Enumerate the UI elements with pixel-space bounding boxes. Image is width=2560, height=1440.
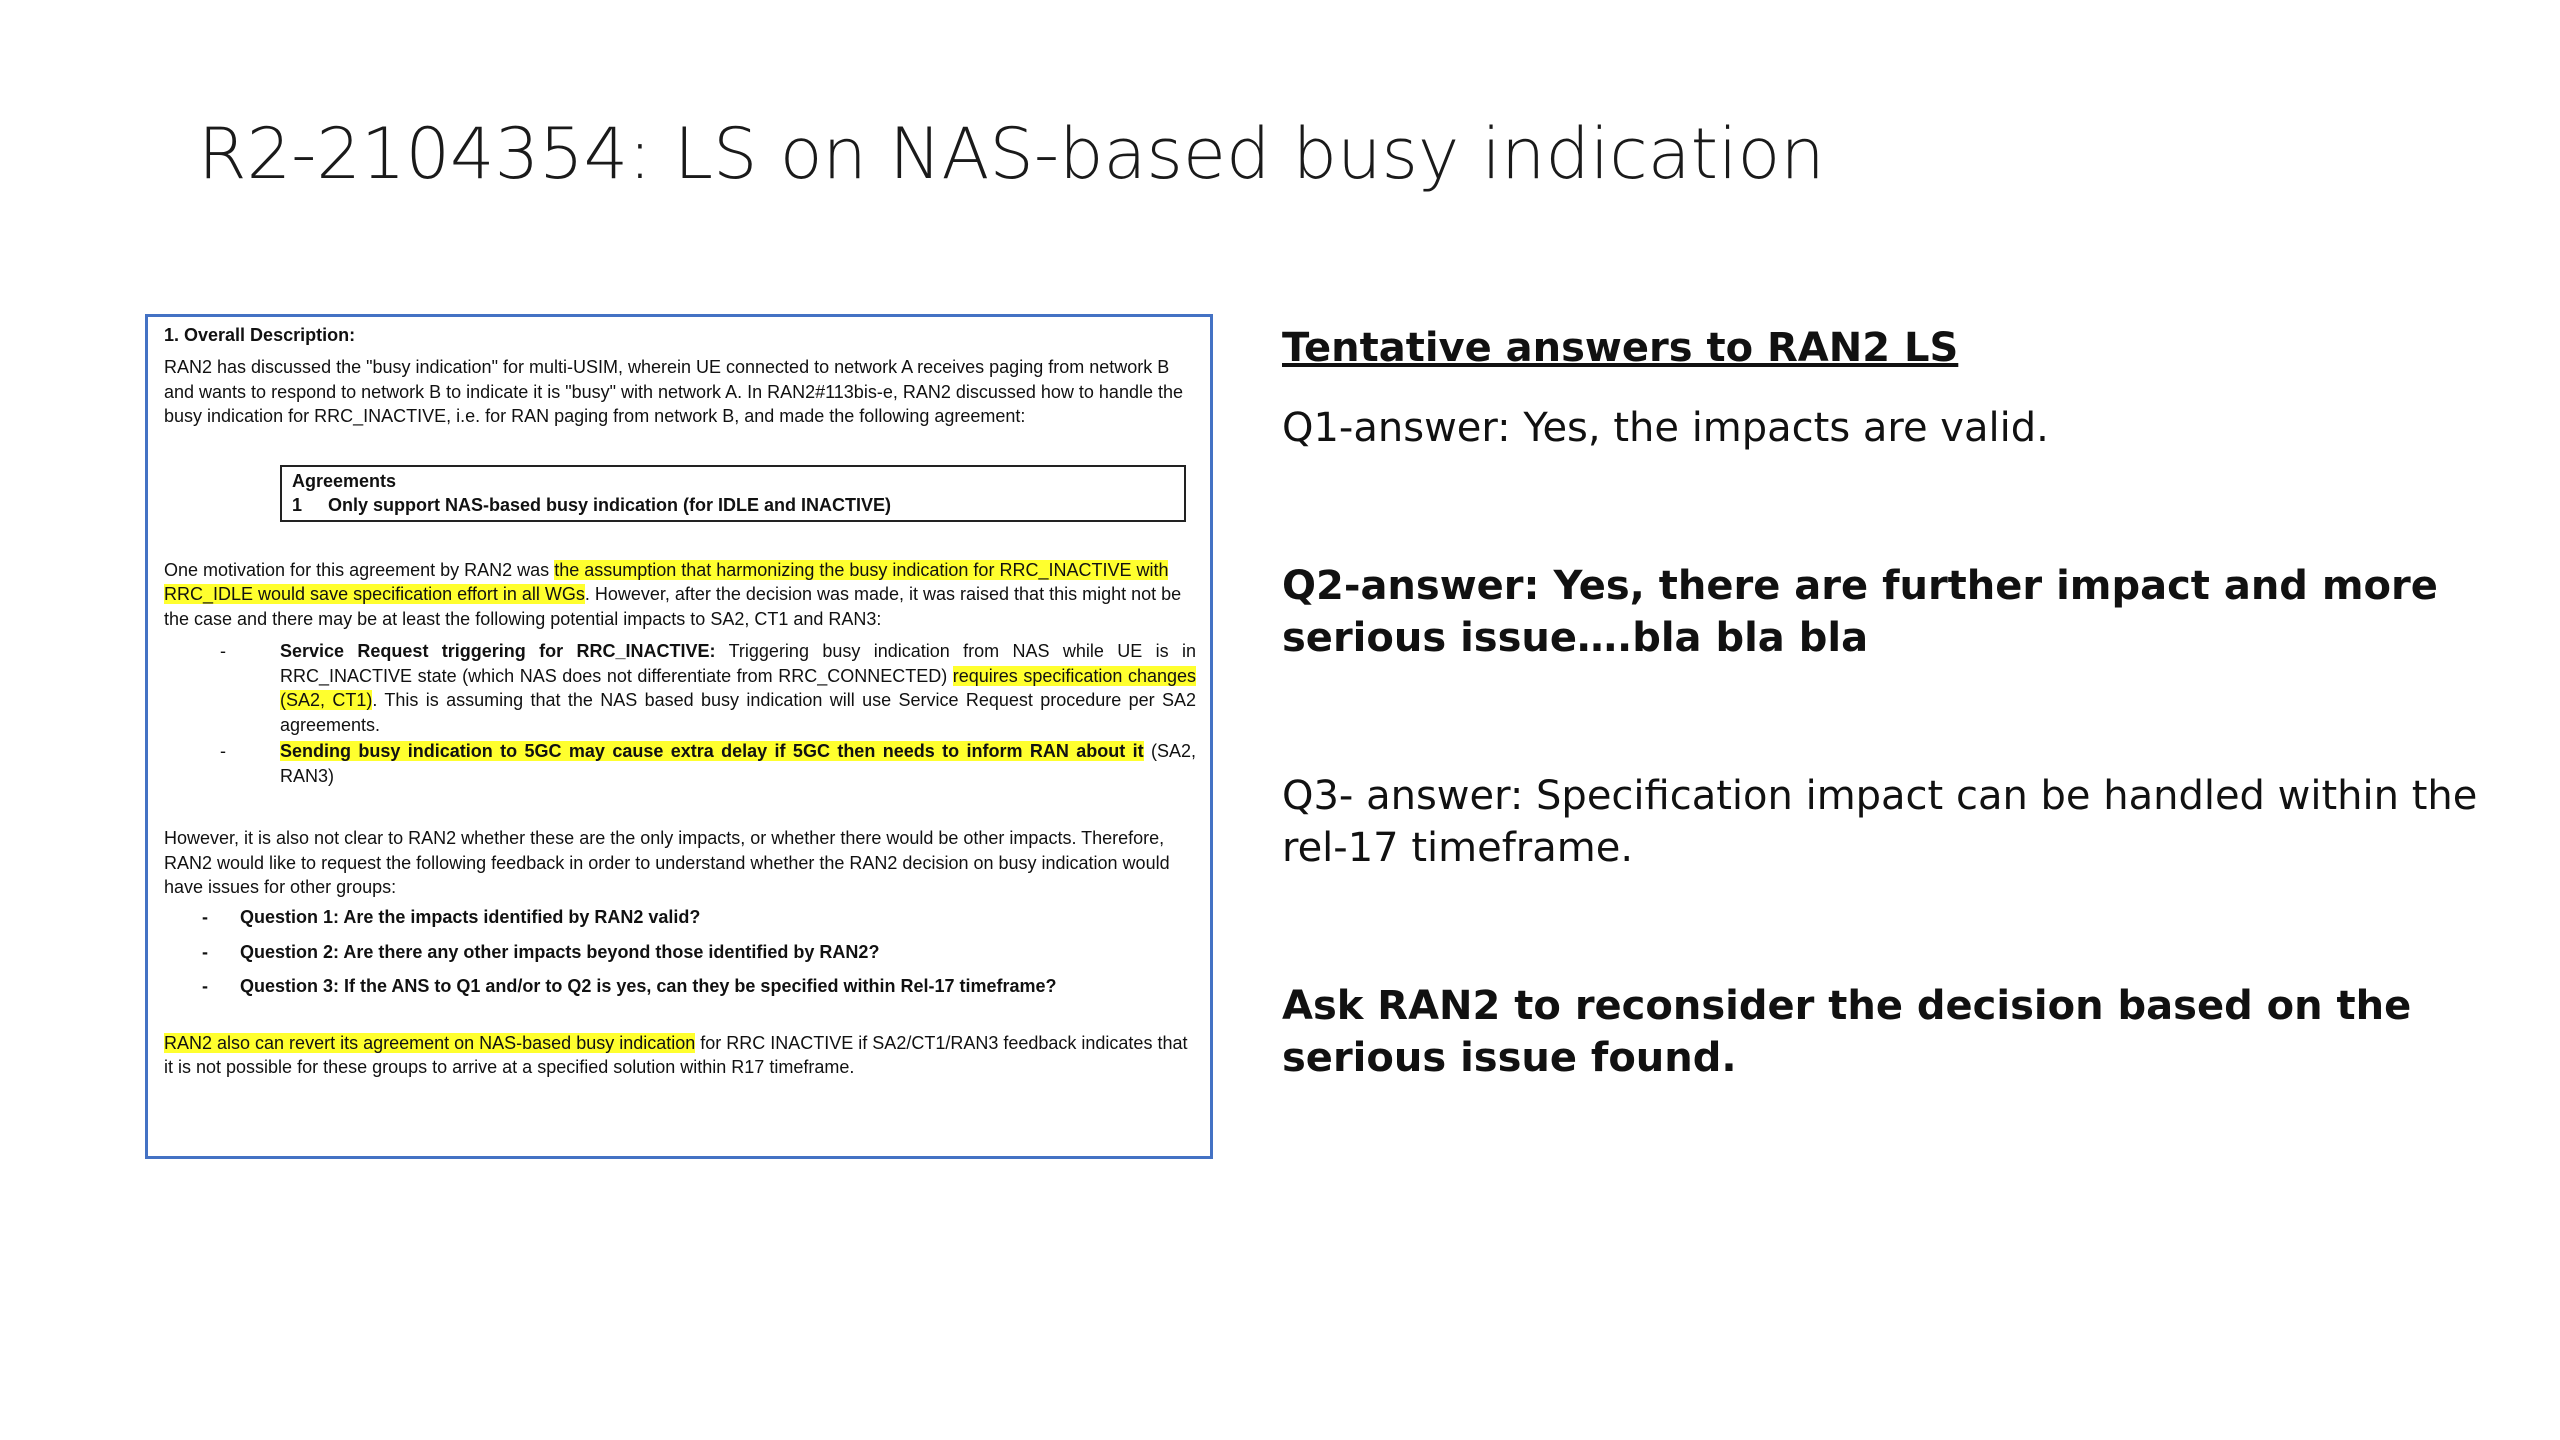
agreement-text: Only support NAS-based busy indication (for IDLE and INACTIVE) [328,495,892,516]
question-item [202,974,1196,998]
impact-highlight: requires specification changes (SA2, CT1) [280,665,1197,711]
feedback-paragraph: However, it is also not clear to RAN2 whether these are the only impacts, or whether there would be other impacts. Therefore, RAN2 would like to request the following feedback in order to understand whether the RAN2 decision on busy indication would have issues for other groups: [164,828,1170,897]
question-item [202,940,1196,964]
motivation-paragraph [164,558,1196,631]
bullet-dash: - [202,941,208,962]
impact-highlight: Sending busy indication to 5GC may cause extra delay if 5GC then needs to inform RAN about it [280,741,1144,762]
ask-ran2-statement: Ask RAN2 to reconsider the decision based on the serious issue found. [1282,983,2412,1081]
slide-title: R2-2104354: LS on NAS-based busy indication [198,113,1825,195]
motivation-text-after: . However, after the decision was made, it was raised that this might not be the case and there may be at least the following potential impacts to SA2, CT1 and RAN3: [164,584,1182,629]
q3-answer: Q3- answer: Specification impact can be handled within the rel-17 timeframe. [1282,773,2478,871]
bullet-dash: - [220,641,226,662]
agreements-box [280,465,1186,522]
motivation-text-before: One motivation for this agreement by RAN2 was [164,559,555,580]
agreement-number: 1 [292,495,303,516]
question-text: Question 2: Are there any other impacts beyond those identified by RAN2? [240,941,880,962]
q1-answer: Q1-answer: Yes, the impacts are valid. [1282,405,2049,451]
closing-text: for RRC INACTIVE if SA2/CT1/RAN3 feedback indicates that it is not possible for these groups to arrive at a specified solution within R17 timeframe. [164,1032,1188,1078]
impact-text: (SA2, RAN3) [280,741,1196,786]
bullet-dash: - [202,907,208,928]
bullet-dash: - [202,976,208,997]
motivation-highlight: the assumption that harmonizing the busy indication for RRC_INACTIVE with RRC_IDLE would save specification effort in all WGs [164,559,1169,605]
question-item [202,905,1196,929]
agreement-item [292,493,1176,517]
answers-panel [1282,322,2532,1084]
impact-bold-lead: Service Request triggering for RRC_INACTIVE: [280,641,716,662]
intro-paragraph: RAN2 has discussed the "busy indication" for multi-USIM, wherein UE connected to network A receives paging from network B and wants to respond to network B to indicate it is "busy" with network A. In RAN2#113bis-e, RAN2 discussed how to handle the busy indication for RRC_INACTIVE, i.e. for RAN paging from network B, and made the following agreement: [164,357,1183,427]
impact-text: Triggering busy indication from NAS while UE is in RRC_INACTIVE state (which NAS does not differentiate from RRC_CONNECTED) [280,641,1197,686]
ls-document-excerpt [145,314,1213,1159]
bullet-dash: - [220,741,226,762]
impact-item [220,639,1196,737]
section-heading: 1. Overall Description: [164,325,356,345]
question-list [202,905,1196,998]
q2-answer: Q2-answer: Yes, there are further impact and more serious issue….bla bla bla [1282,563,2438,661]
agreements-heading: Agreements [292,470,397,491]
answers-heading: Tentative answers to RAN2 LS [1282,325,1959,371]
closing-highlight: RAN2 also can revert its agreement on NAS-based busy indication [164,1032,696,1053]
question-text: Question 3: If the ANS to Q1 and/or to Q2 is yes, can they be specified within Rel-17 timeframe? [240,976,1057,997]
closing-paragraph [164,1031,1196,1080]
impact-list [220,639,1196,788]
impact-text-end: . This is assuming that the NAS based busy indication will use Service Request procedure per SA2 agreements. [280,690,1196,735]
question-text: Question 1: Are the impacts identified by RAN2 valid? [240,907,701,928]
impact-item [220,739,1196,788]
